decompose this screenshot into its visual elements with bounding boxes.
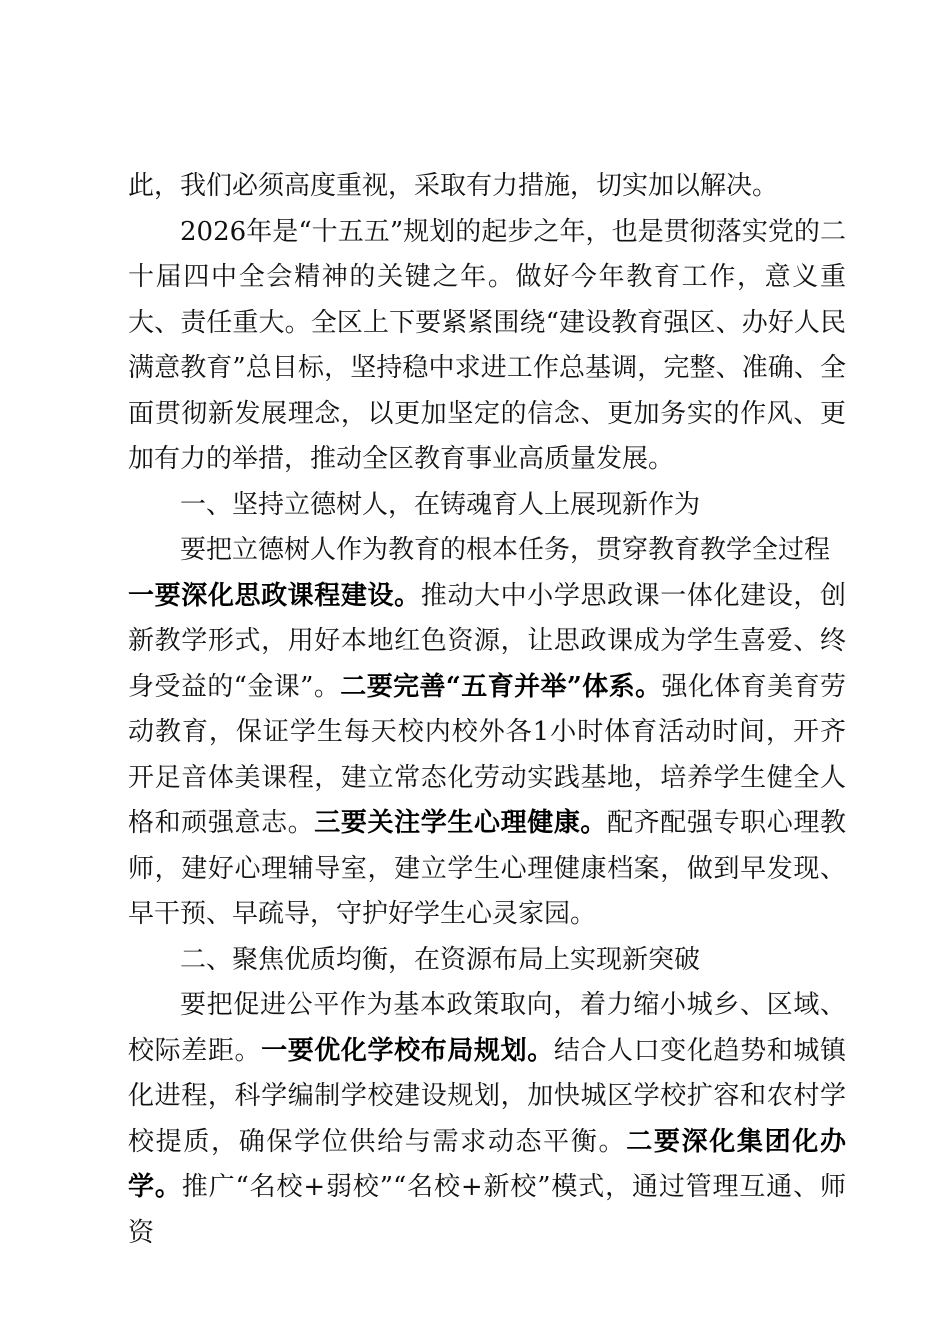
text-run: 配齐配强专职心理教师，建好心理辅导室，建立学生心理健康档案，做到早发现、早干预、早疏导，守护好学生心灵家园。 — [128, 808, 846, 929]
paragraph — [128, 164, 846, 210]
paragraph — [128, 983, 846, 1256]
paragraph — [128, 528, 846, 574]
text-run: 要把促进公平作为基本政策取向，着力缩小城乡、区域、校际差距。 — [128, 990, 846, 1066]
text-run: 要把立德树人作为教育的根本任务，贯穿教育教学全过程 — [180, 535, 831, 565]
section-heading — [128, 938, 846, 984]
section-heading — [128, 483, 846, 529]
bold-text-run: 一要优化学校布局规划。 — [261, 1035, 554, 1066]
text-run: 此，我们必须高度重视，采取有力措施，切实加以解决。 — [128, 171, 779, 201]
text-run: 推广“名校+弱校”“名校+新校”模式，通过管理互通、师资 — [128, 1172, 846, 1248]
bold-text-run: 二要深化集团化办学。 — [128, 1126, 846, 1202]
bold-text-run: 一要深化思政课程建设。 — [128, 580, 421, 611]
bold-text-run: 三要关注学生心理健康。 — [314, 808, 608, 838]
document-body — [128, 164, 846, 1256]
text-run: 二、聚焦优质均衡，在资源布局上实现新突破 — [180, 944, 701, 975]
paragraph — [128, 210, 846, 483]
text-run: 推动大中小学思政课一体化建设，创新教学形式，用好本地红色资源，让思政课成为学生喜爱、终身受益的“金课”。 — [128, 580, 846, 702]
paragraph — [128, 574, 846, 938]
bold-text-run: 二要完善“五育并举”体系。 — [340, 671, 662, 702]
text-run: 结合人口变化趋势和城镇化进程，科学编制学校建设规划，加快城区学校扩容和农村学校提质，确保学位供给与需求动态平衡。 — [128, 1035, 846, 1157]
text-run: 一、坚持立德树人，在铸魂育人上展现新作为 — [180, 489, 701, 520]
text-run: 2026年是“十五五”规划的起步之年，也是贯彻落实党的二十届四中全会精神的关键之年。做好今年教育工作，意义重大、责任重大。全区上下要紧紧围绕“建设教育强区、办好人民满意教育”总目标，坚持稳中求进工作总基调，完整、准确、全面贯彻新发展理念，以更加坚定的信念、更加务实的作风、更加有力的举措，推动全区教育事业高质量发展。 — [128, 216, 846, 474]
text-run: 强化体育美育劳动教育，保证学生每天校内校外各1小时体育活动时间，开齐开足音体美课程，建立常态化劳动实践基地，培养学生健全人格和顽强意志。 — [128, 671, 846, 838]
